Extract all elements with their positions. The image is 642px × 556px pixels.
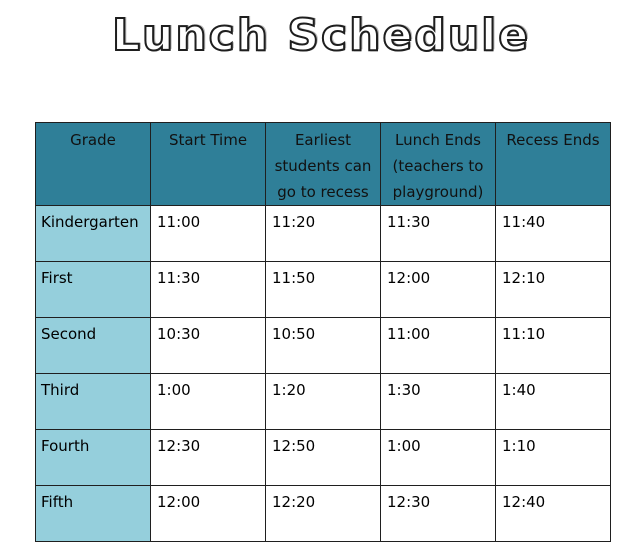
lunch-ends-cell: 12:00 — [381, 262, 496, 318]
recess-ends-cell: 11:10 — [496, 318, 611, 374]
earliest-recess-cell: 12:50 — [266, 430, 381, 486]
header-line: Grade — [70, 131, 116, 149]
start-time-cell: 1:00 — [151, 374, 266, 430]
table-header — [36, 123, 611, 206]
header-line: Earliest — [294, 131, 352, 149]
header-line: Lunch Ends — [395, 131, 481, 149]
table-row — [36, 486, 611, 542]
earliest-recess-cell: 1:20 — [266, 374, 381, 430]
grade-cell: Fifth — [36, 486, 151, 542]
header-line: (teachers to — [392, 157, 484, 175]
lunch-ends-cell: 1:30 — [381, 374, 496, 430]
table-row — [36, 262, 611, 318]
header-line: Start Time — [168, 131, 248, 149]
earliest-recess-cell: 11:50 — [266, 262, 381, 318]
recess-ends-cell: 1:10 — [496, 430, 611, 486]
start-time-cell: 10:30 — [151, 318, 266, 374]
grade-cell: Third — [36, 374, 151, 430]
recess-ends-cell: 11:40 — [496, 206, 611, 262]
table-row — [36, 374, 611, 430]
earliest-recess-cell: 11:20 — [266, 206, 381, 262]
header-row — [36, 123, 611, 206]
header-grade — [36, 123, 151, 206]
lunch-ends-cell: 12:30 — [381, 486, 496, 542]
header-earliest-recess — [266, 123, 381, 206]
start-time-cell: 12:00 — [151, 486, 266, 542]
earliest-recess-cell: 10:50 — [266, 318, 381, 374]
header-line: go to recess — [277, 183, 369, 201]
lunch-schedule-table — [35, 122, 611, 542]
header-recess-ends — [496, 123, 611, 206]
header-start-time — [151, 123, 266, 206]
table-row — [36, 430, 611, 486]
table-row — [36, 206, 611, 262]
start-time-cell: 11:30 — [151, 262, 266, 318]
start-time-cell: 11:00 — [151, 206, 266, 262]
header-lunch-ends — [381, 123, 496, 206]
lunch-ends-cell: 1:00 — [381, 430, 496, 486]
header-line: playground) — [392, 183, 484, 201]
grade-cell: Fourth — [36, 430, 151, 486]
header-line: students can — [274, 157, 372, 175]
table-row — [36, 318, 611, 374]
recess-ends-cell: 1:40 — [496, 374, 611, 430]
grade-cell: Kindergarten — [36, 206, 151, 262]
earliest-recess-cell: 12:20 — [266, 486, 381, 542]
page-title: Lunch Schedule — [111, 10, 531, 61]
table-body — [36, 206, 611, 542]
lunch-ends-cell: 11:00 — [381, 318, 496, 374]
start-time-cell: 12:30 — [151, 430, 266, 486]
recess-ends-cell: 12:40 — [496, 486, 611, 542]
recess-ends-cell: 12:10 — [496, 262, 611, 318]
grade-cell: First — [36, 262, 151, 318]
lunch-ends-cell: 11:30 — [381, 206, 496, 262]
grade-cell: Second — [36, 318, 151, 374]
header-line: Recess Ends — [506, 131, 600, 149]
